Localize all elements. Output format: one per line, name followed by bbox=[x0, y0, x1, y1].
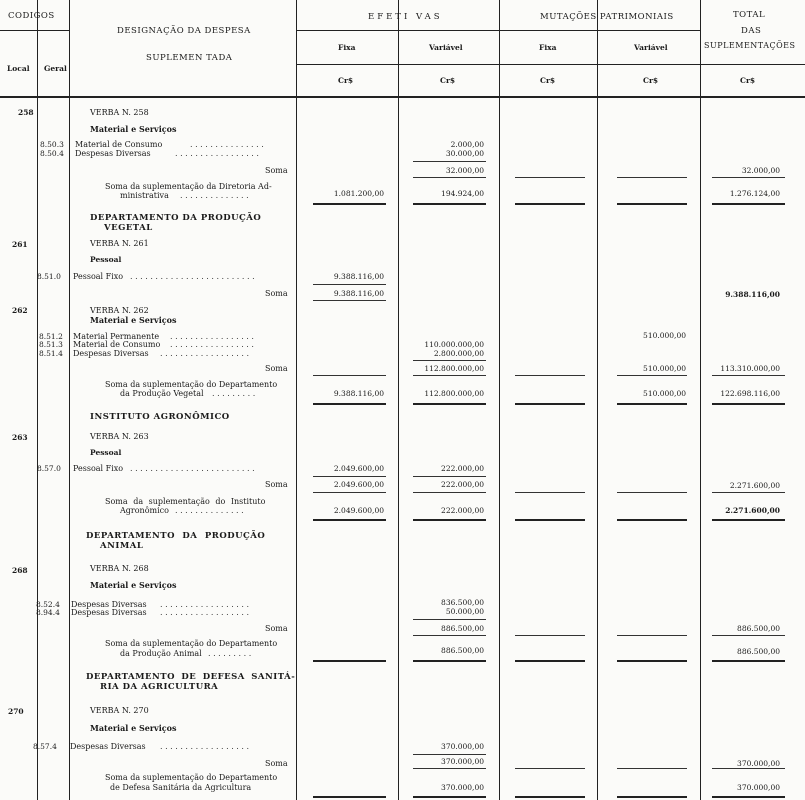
total-rule bbox=[515, 403, 585, 405]
variavel-value: 836.500,00 bbox=[441, 598, 484, 607]
column-rule bbox=[69, 0, 70, 800]
sum-rule bbox=[617, 177, 687, 178]
department-heading: INSTITUTO AGRONÔMICO bbox=[90, 412, 230, 422]
sum-rule bbox=[712, 177, 785, 178]
department-heading-2: RIA DA AGRICULTURA bbox=[100, 682, 219, 692]
header-geral: Geral bbox=[44, 64, 67, 73]
sum-rule bbox=[712, 492, 785, 493]
department-heading: DEPARTAMENTO DE DEFESA SANITÁ- bbox=[86, 672, 296, 682]
summary-description-2: da Produção Animal bbox=[120, 649, 202, 658]
department-heading-2: ANIMAL bbox=[100, 541, 144, 551]
verba-label: VERBA N. 261 bbox=[90, 239, 149, 248]
item-description: Despesas Diversas bbox=[71, 600, 147, 609]
local-code: 262 bbox=[12, 306, 28, 315]
column-rule bbox=[37, 0, 38, 800]
verba-label: VERBA N. 263 bbox=[90, 432, 149, 441]
local-code: 268 bbox=[12, 566, 28, 575]
fixa-value: 2.049.600,00 bbox=[333, 506, 384, 515]
sum-rule bbox=[712, 635, 785, 636]
sum-rule bbox=[313, 300, 386, 301]
variavel-value: 112.800.000,00 bbox=[424, 389, 484, 398]
fixa-value: 2.049.600,00 bbox=[333, 480, 384, 489]
subsection-label: Material e Serviços bbox=[90, 580, 177, 590]
sum-rule bbox=[413, 476, 486, 477]
soma-label: Soma bbox=[265, 624, 288, 633]
mutacao-variavel-value: 510.000,00 bbox=[643, 331, 686, 340]
verba-label: VERBA N. 258 bbox=[90, 108, 149, 117]
subsection-label: Material e Serviços bbox=[90, 315, 177, 325]
subsection-label: Material e Serviços bbox=[90, 723, 177, 733]
leader-dots: . . . . . . . . . . . . . . . . . bbox=[175, 149, 259, 158]
fixa-value: 9.388.116,00 bbox=[333, 289, 384, 298]
geral-code: 8.52.4 bbox=[36, 600, 60, 609]
header-designacao: DESIGNAÇÃO DA DESPESA bbox=[117, 26, 251, 36]
total-rule bbox=[313, 796, 386, 798]
sum-rule bbox=[617, 768, 687, 769]
mutacao-variavel-value: 510.000,00 bbox=[643, 364, 686, 373]
total-rule bbox=[515, 519, 585, 521]
variavel-value: 32.000,00 bbox=[445, 166, 484, 175]
leader-dots: . . . . . . . . . . . . . . . . . . . . . . . . . bbox=[130, 272, 255, 281]
total-rule bbox=[617, 796, 687, 798]
verba-label: VERBA N. 270 bbox=[90, 706, 149, 715]
fixa-value: 2.049.600,00 bbox=[333, 464, 384, 473]
total-value: 1.276.124,00 bbox=[729, 189, 780, 198]
department-heading-2: VEGETAL bbox=[104, 223, 153, 233]
geral-code: 8.51.0 bbox=[37, 272, 61, 281]
header-currency: Cr$ bbox=[740, 76, 756, 85]
geral-code: 8.57.4 bbox=[33, 742, 57, 751]
sum-rule bbox=[515, 768, 585, 769]
verba-label: VERBA N. 262 bbox=[90, 306, 149, 315]
total-rule bbox=[313, 403, 386, 405]
total-rule bbox=[617, 203, 687, 205]
variavel-value: 2.800.000,00 bbox=[433, 349, 484, 358]
total-rule bbox=[413, 203, 486, 205]
fixa-value: 1.081.200,00 bbox=[333, 189, 384, 198]
sum-rule bbox=[712, 768, 785, 769]
soma-label: Soma bbox=[265, 289, 288, 298]
leader-dots: . . . . . . . . . . . . . . . . . . bbox=[160, 600, 250, 609]
variavel-value: 110.000.000,00 bbox=[424, 340, 484, 349]
sum-rule bbox=[313, 492, 386, 493]
total-rule bbox=[617, 519, 687, 521]
header-variavel: Variável bbox=[429, 43, 463, 52]
item-description: Despesas Diversas bbox=[71, 608, 147, 617]
summary-description-2: ministrativa bbox=[120, 191, 169, 200]
leader-dots: . . . . . . . . . . . . . . . . . bbox=[170, 332, 254, 341]
sum-rule bbox=[413, 754, 486, 755]
verba-label: VERBA N. 268 bbox=[90, 564, 149, 573]
geral-code: 8.50.4 bbox=[40, 149, 64, 158]
sum-rule bbox=[413, 619, 486, 620]
leader-dots: . . . . . . . . . . . . . . . bbox=[190, 140, 264, 149]
item-description: Despesas Diversas bbox=[75, 149, 151, 158]
variavel-value: 50.000,00 bbox=[445, 607, 484, 616]
variavel-value: 222.000,00 bbox=[441, 506, 484, 515]
total-value: 113.310.000,00 bbox=[720, 364, 780, 373]
sum-rule bbox=[515, 635, 585, 636]
sum-rule bbox=[617, 492, 687, 493]
total-rule bbox=[413, 660, 486, 662]
geral-code: 8.94.4 bbox=[36, 608, 60, 617]
header-total-3: SUPLEMENTAÇÕES bbox=[704, 41, 796, 50]
summary-description: Soma da suplementação do Departamento bbox=[105, 639, 278, 648]
header-designacao-2: SUPLEMEN TADA bbox=[146, 53, 233, 63]
local-code: 261 bbox=[12, 240, 28, 249]
total-rule bbox=[712, 519, 785, 521]
leader-dots: . . . . . . . . . bbox=[212, 389, 256, 398]
sum-rule bbox=[413, 492, 486, 493]
column-rule bbox=[398, 0, 399, 800]
leader-dots: . . . . . . . . . . . . . . . . . . bbox=[160, 349, 250, 358]
subsection-label: Material e Serviços bbox=[90, 124, 177, 134]
summary-description: Soma da suplementação da Diretoria Ad- bbox=[105, 182, 272, 191]
sum-rule bbox=[617, 635, 687, 636]
item-description: Pessoal Fixo bbox=[73, 464, 124, 473]
soma-label: Soma bbox=[265, 166, 288, 175]
sum-rule bbox=[617, 375, 687, 376]
header-local: Local bbox=[7, 64, 30, 73]
total-rule bbox=[617, 403, 687, 405]
leader-dots: . . . . . . . . . . . . . . bbox=[175, 506, 244, 515]
total-value: 886.500,00 bbox=[737, 624, 780, 633]
item-description: Material de Consumo bbox=[75, 140, 163, 149]
header-codigos: CODIGOS bbox=[8, 11, 55, 21]
variavel-value: 222.000,00 bbox=[441, 480, 484, 489]
leader-dots: . . . . . . . . . . . . . . bbox=[180, 191, 249, 200]
leader-dots: . . . . . . . . . bbox=[208, 649, 252, 658]
sum-rule bbox=[413, 635, 486, 636]
variavel-value: 222.000,00 bbox=[441, 464, 484, 473]
total-rule bbox=[313, 203, 386, 205]
total-rule bbox=[515, 796, 585, 798]
subsection-label: Pessoal bbox=[90, 448, 122, 457]
header-rule bbox=[296, 30, 700, 31]
total-value: 9.388.116,00 bbox=[725, 290, 780, 299]
total-rule bbox=[413, 519, 486, 521]
total-value: 886.500,00 bbox=[737, 647, 780, 656]
leader-dots: . . . . . . . . . . . . . . . . . . bbox=[160, 742, 250, 751]
sum-rule bbox=[313, 375, 386, 376]
header-fixa: Fixa bbox=[338, 43, 356, 52]
column-rule bbox=[597, 0, 598, 800]
leader-dots: . . . . . . . . . . . . . . . . . bbox=[170, 340, 254, 349]
variavel-value: 112.800.000,00 bbox=[424, 364, 484, 373]
item-description: Despesas Diversas bbox=[73, 349, 149, 358]
local-code: 258 bbox=[18, 108, 34, 117]
item-description: Despesas Diversas bbox=[70, 742, 146, 751]
total-value: 2.271.600,00 bbox=[725, 506, 780, 515]
summary-description-2: Agronômico bbox=[120, 506, 169, 515]
header-currency: Cr$ bbox=[338, 76, 354, 85]
total-rule bbox=[617, 660, 687, 662]
geral-code: 8.57.0 bbox=[37, 464, 61, 473]
variavel-value: 370.000,00 bbox=[441, 742, 484, 751]
sum-rule bbox=[515, 375, 585, 376]
local-code: 263 bbox=[12, 433, 28, 442]
leader-dots: . . . . . . . . . . . . . . . . . . bbox=[160, 608, 250, 617]
total-rule bbox=[712, 660, 785, 662]
mutacao-variavel-value: 510.000,00 bbox=[643, 389, 686, 398]
summary-description: Soma da suplementação do Departamento bbox=[105, 380, 278, 389]
sum-rule bbox=[413, 375, 486, 376]
geral-code: 8.51.2 bbox=[39, 332, 63, 341]
department-heading: DEPARTAMENTO DA PRODUÇÃO bbox=[90, 213, 262, 223]
variavel-value: 194.924,00 bbox=[441, 189, 484, 198]
header-rule bbox=[296, 64, 805, 65]
sum-rule bbox=[313, 476, 386, 477]
variavel-value: 370.000,00 bbox=[441, 783, 484, 792]
item-description: Material Permanente bbox=[73, 332, 160, 341]
total-rule bbox=[313, 660, 386, 662]
summary-description: Soma da suplementação do Instituto bbox=[105, 497, 266, 506]
sum-rule bbox=[712, 375, 785, 376]
total-value: 122.698.116,00 bbox=[720, 389, 780, 398]
header-rule bbox=[0, 96, 805, 98]
summary-description-2: de Defesa Sanitária da Agricultura bbox=[110, 783, 252, 792]
total-rule bbox=[515, 660, 585, 662]
total-value: 2.271.600,00 bbox=[729, 481, 780, 490]
fixa-value: 9.388.116,00 bbox=[333, 272, 384, 281]
department-heading: DEPARTAMENTO DA PRODUÇÃO bbox=[86, 531, 266, 541]
sum-rule bbox=[515, 492, 585, 493]
total-value: 32.000,00 bbox=[741, 166, 780, 175]
header-total-2: DAS bbox=[741, 26, 762, 36]
fixa-value: 9.388.116,00 bbox=[333, 389, 384, 398]
column-rule bbox=[499, 0, 500, 800]
total-rule bbox=[313, 519, 386, 521]
total-rule bbox=[515, 203, 585, 205]
header-currency: Cr$ bbox=[440, 76, 456, 85]
geral-code: 8.51.4 bbox=[39, 349, 63, 358]
column-rule bbox=[700, 0, 701, 800]
item-description: Pessoal Fixo bbox=[73, 272, 124, 281]
header-rule bbox=[0, 30, 69, 31]
variavel-value: 886.500,00 bbox=[441, 624, 484, 633]
item-description: Material de Consumo bbox=[73, 340, 161, 349]
variavel-value: 2.000,00 bbox=[450, 140, 484, 149]
total-rule bbox=[413, 403, 486, 405]
header-mutacoes: MUTAÇÕES PATRIMONIAIS bbox=[540, 12, 674, 22]
soma-label: Soma bbox=[265, 759, 288, 768]
total-value: 370.000,00 bbox=[737, 783, 780, 792]
geral-code: 8.51.3 bbox=[39, 340, 63, 349]
total-rule bbox=[712, 403, 785, 405]
local-code: 270 bbox=[8, 707, 24, 716]
sum-rule bbox=[413, 360, 486, 361]
sum-rule bbox=[413, 768, 486, 769]
header-variavel-mut: Variável bbox=[634, 43, 668, 52]
total-value: 370.000,00 bbox=[737, 759, 780, 768]
sum-rule bbox=[313, 284, 386, 285]
geral-code: 8.50.3 bbox=[40, 140, 64, 149]
header-total: TOTAL bbox=[733, 10, 766, 20]
total-rule bbox=[712, 203, 785, 205]
subsection-label: Pessoal bbox=[90, 255, 122, 264]
leader-dots: . . . . . . . . . . . . . . . . . . . . . . . . . bbox=[130, 464, 255, 473]
header-efetivas: EFETI VAS bbox=[368, 12, 443, 22]
total-rule bbox=[712, 796, 785, 798]
summary-description-2: da Produção Vegetal bbox=[120, 389, 204, 398]
column-rule bbox=[296, 0, 297, 800]
variavel-value: 886.500,00 bbox=[441, 646, 484, 655]
soma-label: Soma bbox=[265, 480, 288, 489]
header-currency: Cr$ bbox=[643, 76, 659, 85]
header-fixa-mut: Fixa bbox=[539, 43, 557, 52]
variavel-value: 370.000,00 bbox=[441, 757, 484, 766]
soma-label: Soma bbox=[265, 364, 288, 373]
sum-rule bbox=[515, 177, 585, 178]
variavel-value: 30.000,00 bbox=[445, 149, 484, 158]
sum-rule bbox=[413, 161, 486, 162]
sum-rule bbox=[413, 177, 486, 178]
summary-description: Soma da suplementação do Departamento bbox=[105, 773, 278, 782]
header-currency: Cr$ bbox=[540, 76, 556, 85]
total-rule bbox=[413, 796, 486, 798]
